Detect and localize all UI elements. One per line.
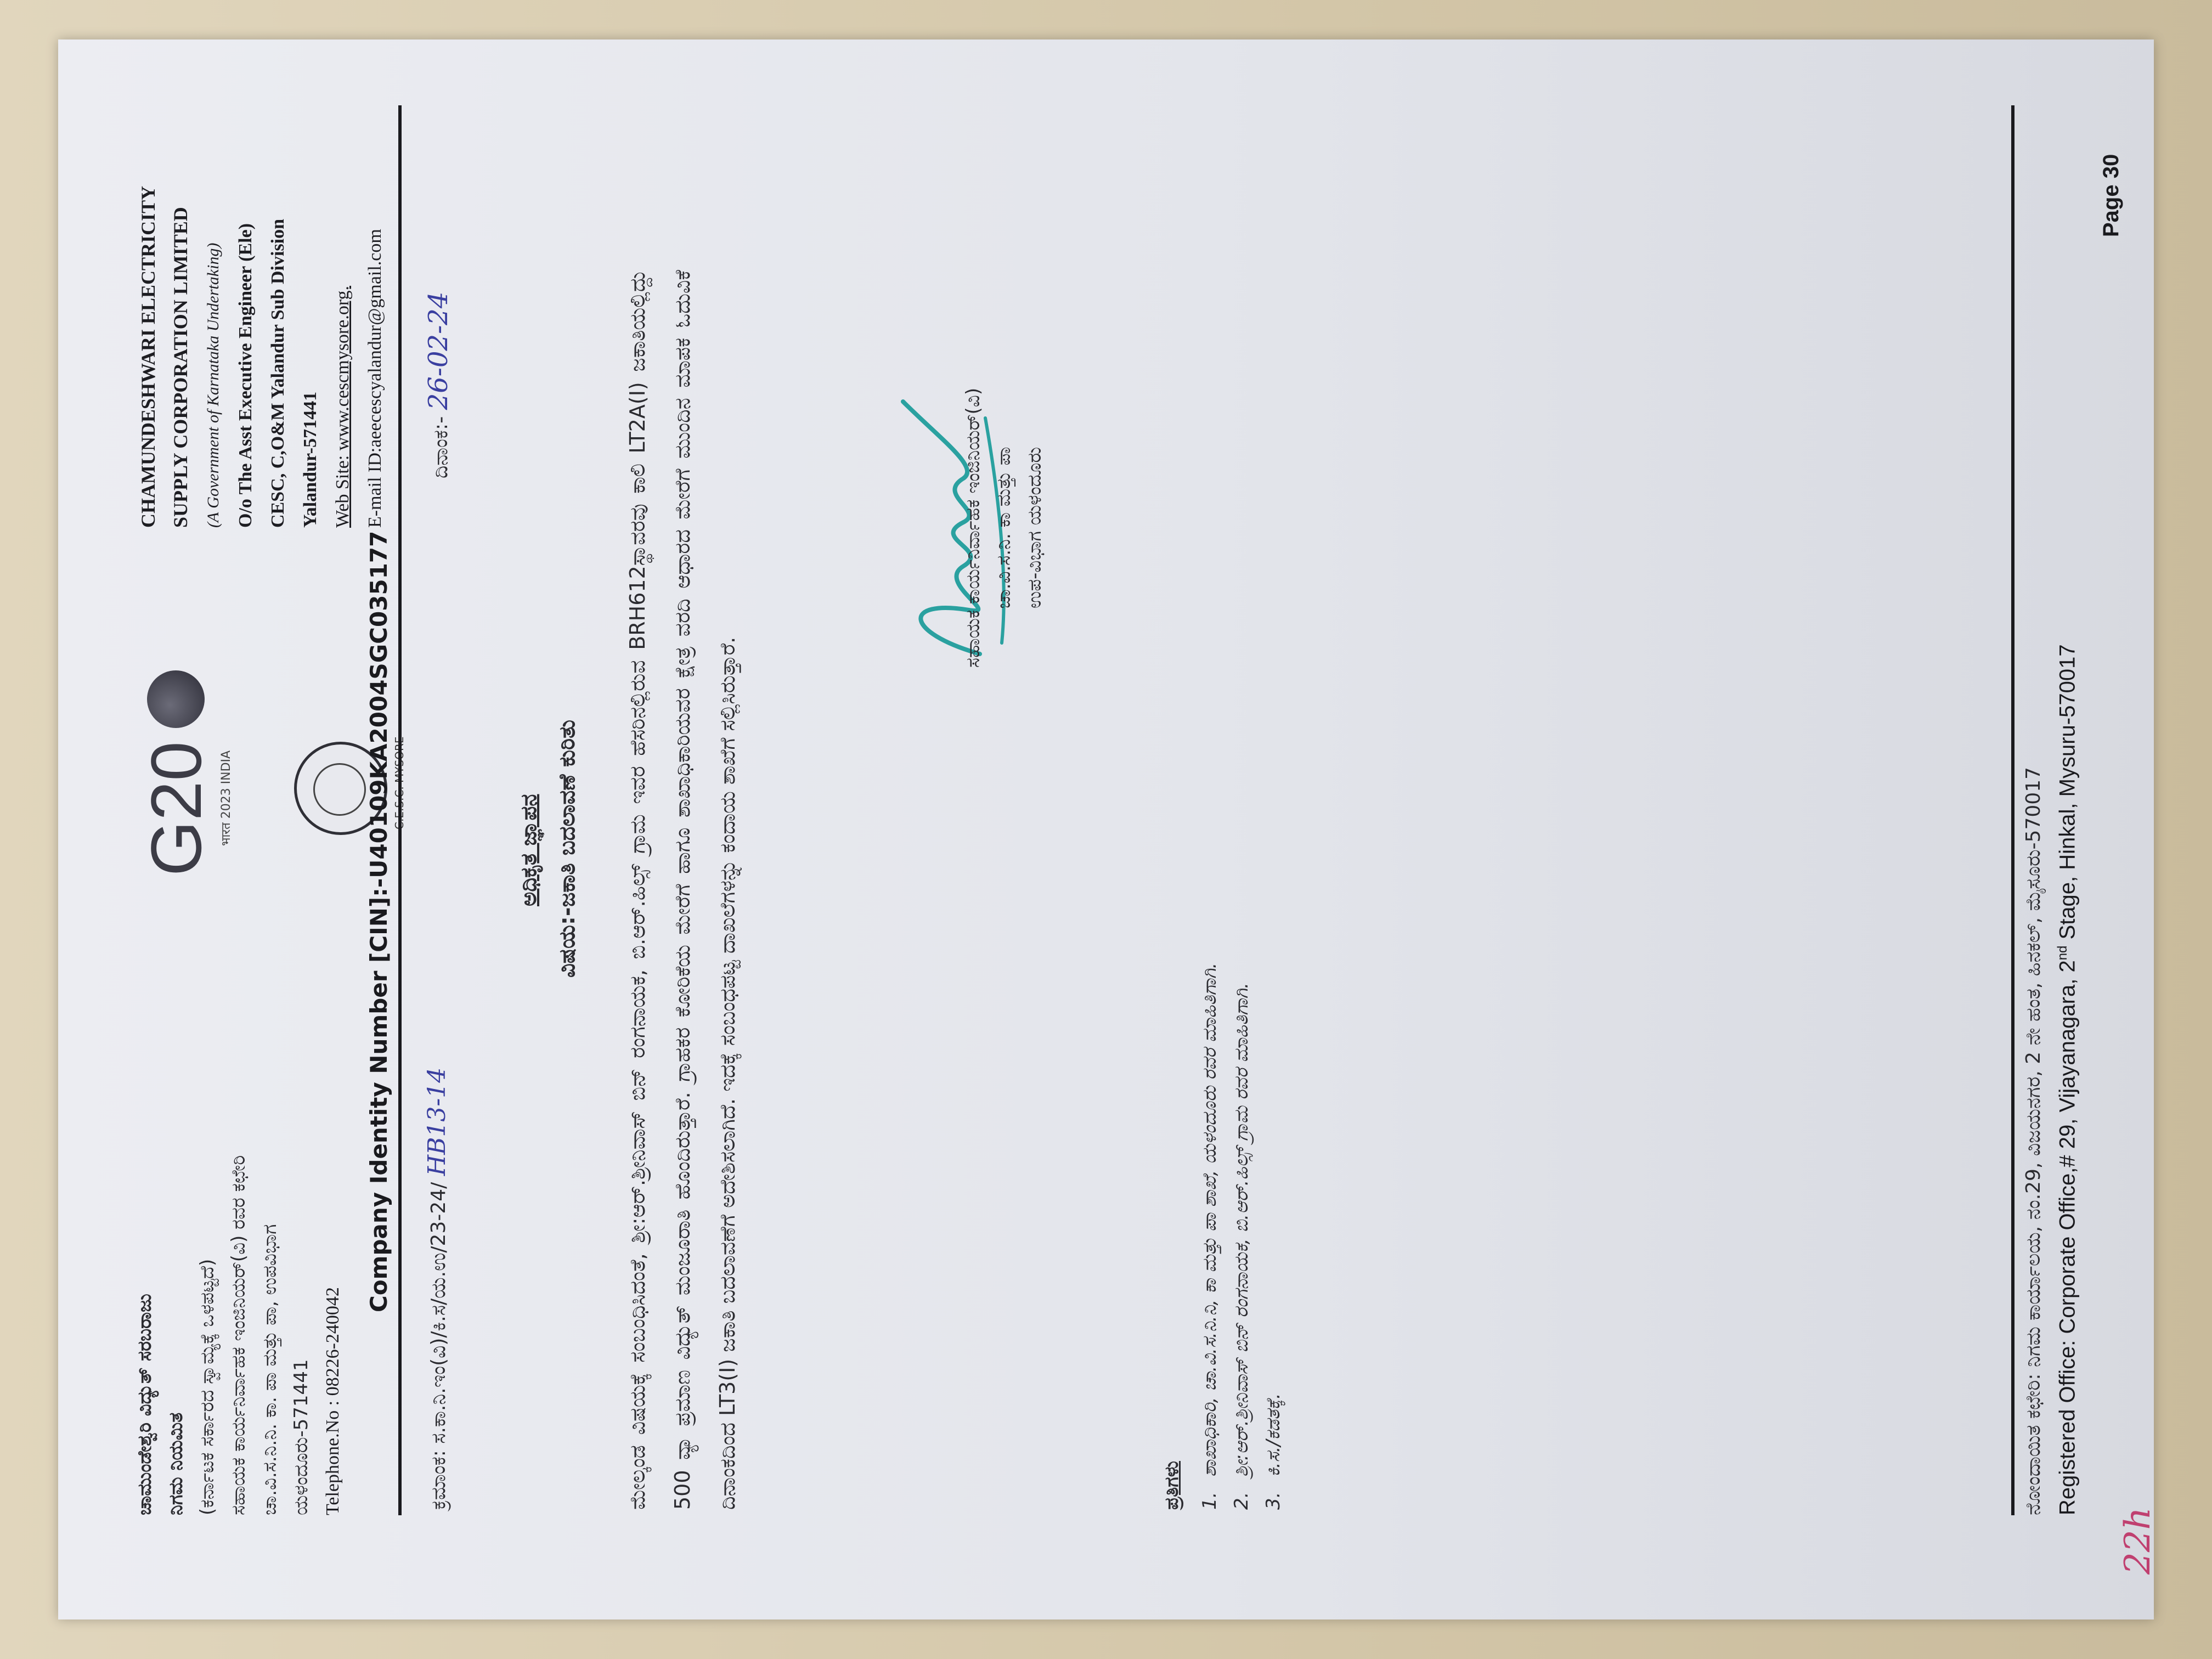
signatory-division: ಉಪ-ವಿಭಾಗ ಯಳಂದೂರು — [1024, 447, 1046, 609]
signatory-block — [958, 336, 1050, 720]
govt-note-kn: (ಕರ್ನಾಟಕ ಸರ್ಕಾರದ ಸ್ವಾಮ್ಯಕ್ಕೆ ಒಳಪಟ್ಟದೆ) — [196, 1259, 218, 1515]
reference-number — [423, 1068, 451, 1510]
footer-rule — [2011, 105, 2015, 1515]
footer-address-kn: ನೋಂದಾಯಿತ ಕಛೇರಿ: ನಿಗಮ ಕಾರ್ಯಾಲಯ, ನಂ.29, ವಿಜಯನಗರ, 2 ನೇ ಹಂತ, ಹಿನಕಲ್, ಮೈಸೂರು-570017 — [2022, 767, 2045, 1515]
seal-label: C.E.S.C. MYSORE — [393, 736, 406, 830]
town-kn: ಯಳಂದೂರು-571441 — [290, 1359, 312, 1515]
signatory-office: ಚಾ.ವಿ.ಸ.ನಿ. ಕಾ ಮತ್ತು ಪಾ — [993, 447, 1015, 609]
header-kannada-block — [129, 1155, 348, 1515]
copies-heading: ಪ್ರತಿಗಳು — [1161, 1461, 1183, 1510]
list-item: 2.ಶ್ರೀ:ಆರ್.ಶ್ರೀನಿವಾಸ್ ಬಿನ್ ರಂಗನಾಯಕ, ಬಿ.ಆರ್.ಹಿಲ್ಸ್ ಗ್ರಾಮ ರವರ ಮಾಹಿತಿಗಾಗಿ. — [1231, 983, 1252, 1510]
office-en: O/o The Asst Executive Engineer (Ele) — [235, 223, 256, 528]
email: E-mail ID:aeecescyalandur@gmail.com — [365, 229, 385, 528]
pen-annotation: 22h — [2118, 1507, 2158, 1575]
reference-label: ಕ್ರಮಾಂಕ: ಸ.ಕಾ.ನಿ.ಇಂ(ವಿ)/ಕಿ.ಸ/ಯ.ಉ/23-24/ — [427, 1182, 450, 1510]
copies-list — [1194, 963, 1289, 1510]
footer-address-en: Registered Office: Corporate Office,# 29, Vijayanagara, 2nd Stage, Hinkal, Mysuru-570017 — [2055, 644, 2080, 1515]
town-en: Yalandur-571441 — [300, 391, 320, 528]
date-label: ದಿನಾಂಕ:- — [430, 416, 452, 478]
org-name-kn-2: ನಿಗಮ ನಿಯಮಿತ — [165, 1412, 187, 1515]
header-rule — [398, 105, 402, 1515]
header-english-block — [132, 186, 391, 528]
letter-page — [58, 40, 2154, 1620]
memo-body: ಮೇಲ್ಕಂಡ ವಿಷಯಕ್ಕೆ ಸಂಬಂಧಿಸಿದಂತೆ, ಶ್ರೀ:ಆರ್.ಶ್ರೀನಿವಾಸ್ ಬಿನ್ ರಂಗನಾಯಕ, ಬಿ.ಆರ್.ಹಿಲ್ಸ್ ಗ್ರಾಮ ಇವರ ಹೆಸರಿನಲ್ಲಿರುವ BRH612ಸ್ಥಾವರವು ಕಾಲಿ LT2A(I) ಜಕಾತಿಯಲ್ಲಿದ್ದು 500 ವ್ಯಾ ಪ್ರಮಾಣ ವಿದ್ಯುತ್ ಮಂಜೂರಾತಿ ಹೊಂದಿರುತ್ತಾರೆ. ಗ್ರಾಹಕರ ಕೋರಿಕೆಯ ಮೇರೆಗೆ ಹಾಗೂ ಶಾಖಾಧಿಕಾರಿಯವರ ಕ್ಷೇತ್ರ ವರದಿ ಆಧಾರದ ಮೇರೆಗೆ ಮುಂದಿನ ಮಾಪಕ ಓದುವಿಕೆ ದಿನಾಂಕದಿಂದ LT3(I) ಜಕಾತಿ ಬದಲಾವಣೆಗೆ ಅದೇಶಿಸಲಾಗಿದೆ. ಇದಕ್ಕೆ ಸಂಬಂಧಪಟ್ಟ ದಾಖಲೆಗಳನ್ನು ಕಂದಾಯ ಶಾಖೆಗೆ ಸಲ್ಲಿಸಿರುತ್ತಾರೆ. — [625, 270, 740, 1510]
list-item: 3.ಕಿ.ಸ./ಕಡತಕ್ಕೆ. — [1262, 1393, 1284, 1510]
list-item: 1.ಶಾಖಾಧಿಕಾರಿ, ಚಾ.ವಿ.ಸ.ನಿ.ನಿ, ಕಾ ಮತ್ತು ಪಾ ಶಾಖೆ, ಯಳಂದೂರು ರವರ ಮಾಹಿತಿಗಾಗಿ. — [1199, 962, 1221, 1510]
date-line — [423, 292, 454, 478]
company-identity-number: Company Identity Number [CIN]:-U40109KA2004SGC035177 — [365, 531, 392, 1312]
signatory-title: ಸಹಾಯಕ ಕಾರ್ಯನಿರ್ವಾಹಕ ಇಂಜಿನಿಯರ್(ವಿ) — [962, 387, 984, 668]
govt-note-en: (A Government of Karnataka Undertaking) — [204, 242, 222, 528]
office-kn: ಸಹಾಯಕ ಕಾರ್ಯನಿರ್ವಾಹಕ ಇಂಜಿನಿಯರ್(ವಿ) ರವರ ಕಛೇರಿ — [228, 1155, 250, 1515]
telephone: Telephone.No : 08226-240042 — [323, 1287, 343, 1515]
g20-subtitle: भारत 2023 INDIA — [219, 750, 233, 846]
org-name-en-1: CHAMUNDESHWARI ELECTRICITY — [137, 185, 159, 528]
g20-logo — [136, 640, 216, 876]
division-kn: ಚಾ.ವಿ.ಸ.ನಿ.ನಿ. ಕಾ. ಪಾ ಮತ್ತು ಪಾ, ಉಪವಿಭಾಗ — [259, 1224, 281, 1515]
date-handwritten: 26-02-24 — [423, 291, 454, 410]
org-name-kn: ಚಾಮುಂಡೇಶ್ವರಿ ವಿದ್ಯುತ್ ಸರಬರಾಜು — [134, 1294, 156, 1515]
globe-icon — [147, 670, 205, 728]
memo-subject: ವಿಷಯ:-ಜಕಾತಿ ಬದಲಾವಣೆ ಕುರಿತು — [555, 719, 580, 978]
reference-handwritten: HB13-14 — [423, 1067, 451, 1176]
website: Web Site: www.cescmysore.org. — [332, 285, 353, 528]
page-number: Page 30 — [2099, 154, 2123, 237]
division-en: CESC, C,O&M Yalandur Sub Division — [268, 218, 288, 528]
memo-title: ಅಧಿಕೃತ ಜ್ಞಾಪನ — [516, 794, 541, 906]
g20-text: G20 — [136, 741, 216, 876]
org-name-en-2: SUPPLY CORPORATION LIMITED — [170, 207, 191, 528]
